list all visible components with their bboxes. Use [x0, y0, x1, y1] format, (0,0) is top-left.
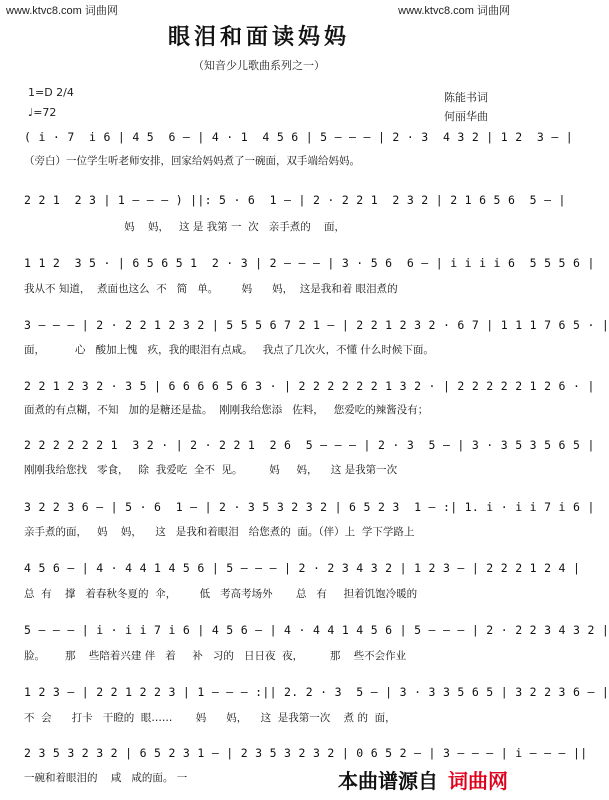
score-notes: ( i · 7 i 6 | 4 5 6 – | 4 · 1 4 5 6 | 5 – – – | 2 · 3 4 3 2 | 1 2 3 – |: [24, 130, 573, 144]
score-notes: 1 1 2 3 5 · | 6 5 6 5 1 2 · 3 | 2 – – – | 3 · 5 6 6 – | i i i i 6 5 5 5 6 |: [24, 256, 595, 270]
footer-brand: 词曲网: [448, 769, 508, 793]
score-notes: 2 2 2 2 2 2 1 3 2 · | 2 · 2 2 1 2 6 5 – – – | 2 · 3 5 – | 3 · 3 5 3 5 6 5 |: [24, 438, 595, 452]
score-notes: 2 3 5 3 2 3 2 | 6 5 2 3 1 – | 2 3 5 3 2 3 2 | 0 6 5 2 – | 3 – – – | i – – – ||: [24, 746, 588, 760]
footer-credit: [338, 765, 508, 794]
song-title: 眼泪和面读妈妈: [167, 24, 350, 50]
score-notes: 2 2 1 2 3 | 1 – – – ) ||: 5 · 6 1 – | 2 · 2 2 1 2 3 2 | 2 1 6 5 6 5 – |: [24, 193, 566, 207]
score-lyrics: 亲手煮的面， 妈 妈， 这 是我和着眼泪 给您煮的 面。（伴）上 学下学路上: [24, 526, 415, 538]
score-lyrics: 面， 心 酸加上愧 疚，我的眼泪有点咸。 我点了几次火，不懂 什么时候下面。: [24, 344, 434, 356]
score-lyrics: 我从不 知道， 煮面也这么 不 简 单。 妈 妈， 这是我和着 眼泪煮的: [24, 283, 398, 295]
score-lyrics: 面煮的有点糊，不知 加的是糖还是盐。 刚刚我给您添 佐料， 您爱吃的辣酱没有；: [24, 404, 429, 416]
score-notes: 3 2 2 3 6 – | 5 · 6 1 – | 2 · 3 5 3 2 3 2 | 6 5 2 3 1 – :| 1. i · i i 7 i 6 |: [24, 500, 595, 514]
score-lyrics: （旁白）一位学生听老师安排，回家给妈妈煮了一碗面，双手端给妈妈。: [24, 155, 360, 167]
score-notes: 5 – – – | i · i i 7 i 6 | 4 5 6 – | 4 · 4 4 1 4 5 6 | 5 – – – | 2 · 2 2 3 4 3 2 |: [24, 623, 609, 637]
watermark-left: www.ktvc8.com 词曲网: [6, 5, 118, 17]
score-notes: 2 2 1 2 3 2 · 3 5 | 6 6 6 6 5 6 3 · | 2 2 2 2 2 2 1 3 2 · | 2 2 2 2 2 1 2 6 · |: [24, 379, 595, 393]
score-lyrics: 妈 妈， 这 是 我第 一 次 亲手煮的 面，: [24, 221, 346, 233]
score-notes: 4 5 6 – | 4 · 4 4 1 4 5 6 | 5 – – – | 2 · 2 3 4 3 2 | 1 2 3 – | 2 2 2 1 2 4 |: [24, 561, 581, 575]
song-subtitle: （知音少儿歌曲系列之一）: [193, 59, 325, 72]
score-lyrics: 一碗和着眼泪的 咸 咸的面。 一: [24, 772, 188, 784]
key-signature: 1=D 2/4: [28, 86, 74, 99]
score-notes: 1 2 3 – | 2 2 1 2 2 3 | 1 – – – :|| 2. 2 · 3 5 – | 3 · 3 3 5 6 5 | 3 2 2 3 6 – |: [24, 685, 609, 699]
score-notes: 3 – – – | 2 · 2 2 1 2 3 2 | 5 5 5 6 7 2 1 – | 2 2 1 2 3 2 · 6 7 | 1 1 1 7 6 5 · |: [24, 318, 609, 332]
lyricist-credit: 陈能书词: [444, 91, 488, 104]
score-lyrics: 总 有 撑 着春秋冬夏的 伞， 低 考高考场外 总 有 担着饥饱冷暖的: [24, 588, 418, 600]
score-lyrics: 不 会 打卡 干瞪的 眼…… 妈 妈， 这 是我第一次 煮 的 面，: [24, 712, 396, 724]
tempo-marking: ♩=72: [28, 106, 57, 119]
composer-credit: 何丽华曲: [444, 110, 488, 123]
watermark-right: www.ktvc8.com 词曲网: [398, 5, 510, 17]
score-lyrics: 刚刚我给您找 零食， 除 我爱吃 全不 见。 妈 妈， 这 是我第一次: [24, 464, 398, 476]
footer-source: 本曲谱源自: [338, 769, 438, 793]
score-lyrics: 脸。 那 些陪着兴建 伴 着 补 习的 日日夜 夜， 那 些不会作业: [24, 650, 407, 662]
